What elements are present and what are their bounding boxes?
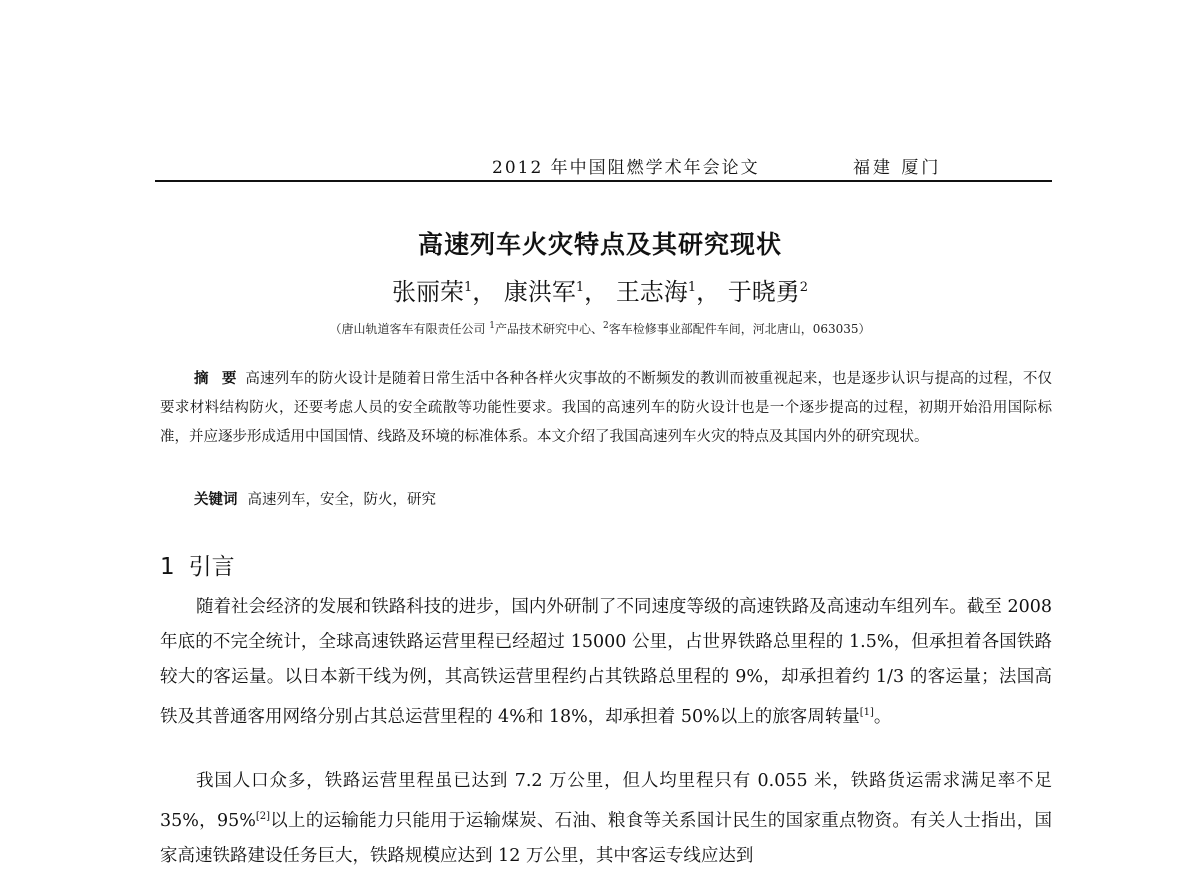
author-name: 于晓勇 xyxy=(727,278,800,306)
citation-ref: [1] xyxy=(859,707,874,718)
paragraph-end: 。 xyxy=(873,706,892,727)
author-name: 张丽荣 xyxy=(391,278,464,306)
keywords xyxy=(194,488,436,509)
author-name: 王志海 xyxy=(615,278,688,306)
affiliation-mark: 1 xyxy=(489,321,495,331)
abstract xyxy=(160,364,1052,452)
author-separator: ， xyxy=(584,278,609,306)
author-list xyxy=(0,272,1200,307)
author-affil-mark: 1 xyxy=(463,280,473,295)
affiliation-mark: 2 xyxy=(603,321,609,331)
citation-ref: [2] xyxy=(255,811,271,822)
section-number: 1 xyxy=(160,554,175,580)
abstract-text: 高速列车的防火设计是随着日常生活中各种各样火灾事故的不断频发的教训而被重视起来，也是逐步认识与提高的过程，不仅要求材料结构防火，还要考虑人员的安全疏散等功能性要求。我国的高速列车的防火设计也是一个逐步提高的过程，初期开始沿用国际标准，并应逐步形成适用中国国情、线路及环境的标准体系。本文介绍了我国高速列车火灾的特点及其国内外的研究现状。 xyxy=(160,371,1052,445)
author-separator: ， xyxy=(472,278,497,306)
affiliation xyxy=(0,320,1200,337)
affiliation-part: （唐山轨道客车有限责任公司 xyxy=(329,322,490,336)
keywords-text: 高速列车，安全，防火，研究 xyxy=(247,492,436,508)
author-name: 康洪军 xyxy=(503,278,576,306)
affiliation-part: 产品技术研究中心、 xyxy=(495,322,604,336)
section-heading xyxy=(160,548,235,581)
running-title: 2012 年中国阻燃学术年会论文 xyxy=(492,158,760,178)
paragraph-text: 随着社会经济的发展和铁路科技的进步，国内外研制了不同速度等级的高速铁路及高速动车组列车。截至 2008 年底的不完全统计，全球高速铁路运营里程已经超过 15000 公里，占世界铁路总里程的 1.5%，但承担着各国铁路较大的客运量。以日本新干线为例，其高铁运营里程约占其铁路总里程的 9%，却承担着约 1/3 的客运量；法国高铁及其普通客用网络分别占其总运营里程的 4%和 18%，却承担着 50%以上的旅客周转量 xyxy=(160,597,1052,727)
author-affil-mark: 1 xyxy=(687,280,697,295)
body-paragraph xyxy=(160,764,1052,874)
author-affil-mark: 1 xyxy=(575,280,585,295)
abstract-label: 摘 要 xyxy=(194,370,241,387)
paragraph-text: 我国人口众多，铁路运营里程虽已达到 7.2 万公里，但人均里程只有 0.055 米，铁路货运需求满足率不足 35%，95% xyxy=(160,771,1052,831)
author-affil-mark: 2 xyxy=(799,280,809,295)
affiliation-part: 客车检修事业部配件车间，河北唐山，063035） xyxy=(608,322,871,336)
paper-title: 高速列车火灾特点及其研究现状 xyxy=(417,230,782,259)
author-separator: ， xyxy=(696,278,721,306)
conference-location: 福建 厦门 xyxy=(853,158,942,178)
paragraph-text: 以上的运输能力只能用于运输煤炭、石油、粮食等关系国计民生的国家重点物资。有关人士指出，国家高速铁路建设任务巨大，铁路规模应达到 12 万公里，其中客运专线应达到 xyxy=(160,810,1052,866)
body-paragraph xyxy=(160,590,1052,735)
section-title: 引言 xyxy=(188,554,235,580)
keywords-label: 关键词 xyxy=(194,491,238,508)
